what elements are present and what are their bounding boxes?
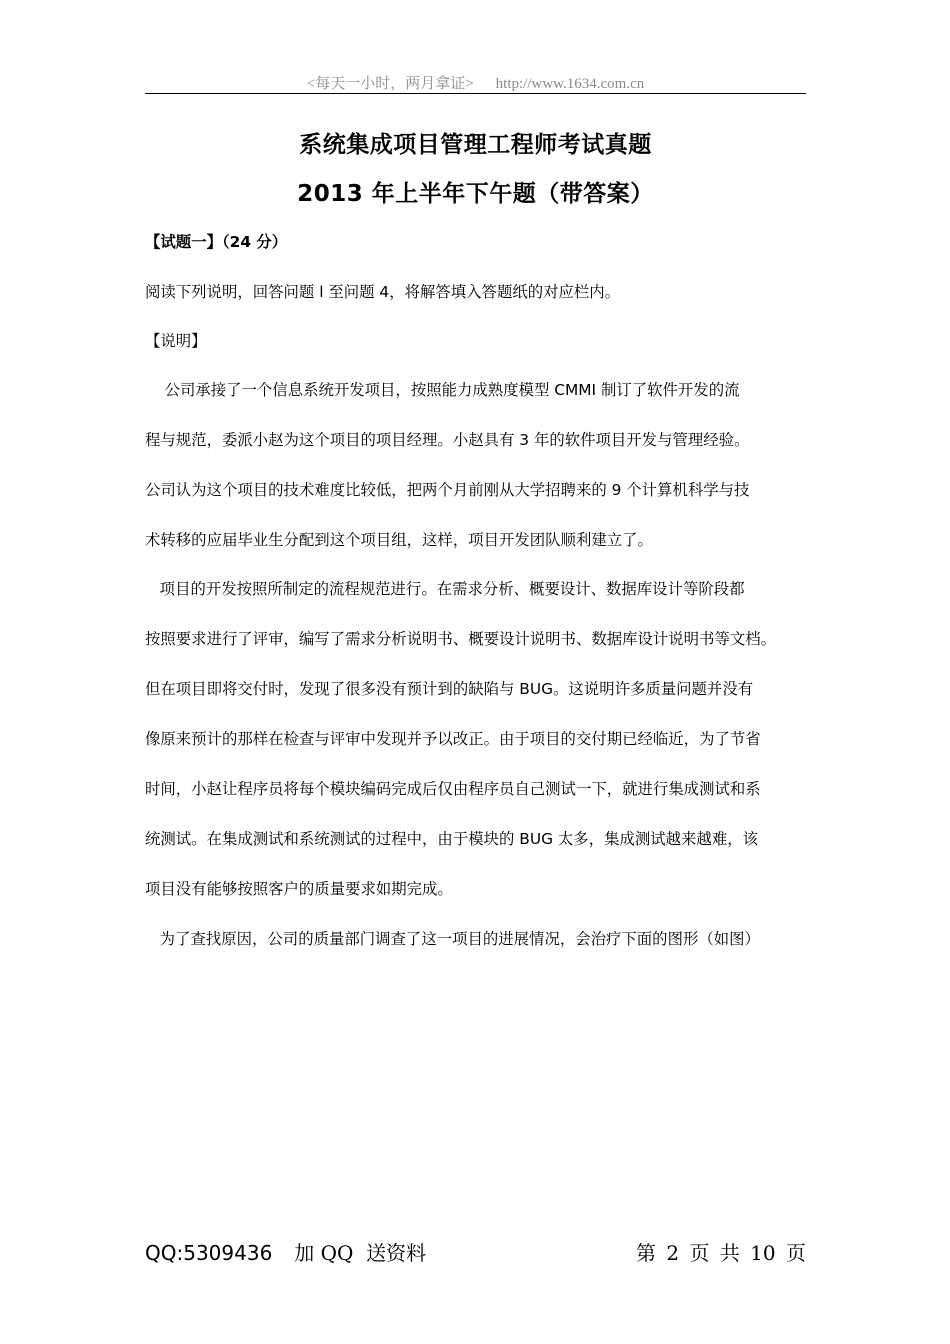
paragraph-line: 术转移的应届毕业生分配到这个项目组，这样，项目开发团队顺利建立了。 — [145, 531, 653, 549]
paragraph-line: 像原来预计的那样在检查与评审中发现并予以改正。由于项目的交付期已经临近，为了节省 — [145, 730, 761, 748]
paragraph-line: 公司承接了一个信息系统开发项目，按照能力成熟度模型 CMMI 制订了软件开发的流 — [145, 381, 740, 399]
paragraph-line: 但在项目即将交付时，发现了很多没有预计到的缺陷与 BUG。这说明许多质量问题并没有 — [145, 680, 754, 698]
paragraph-line: 项目的开发按照所制定的流程规范进行。在需求分析、概要设计、数据库设计等阶段都 — [145, 580, 745, 598]
paragraph-line: 为了查找原因，公司的质量部门调查了这一项目的进展情况，会治疗下面的图形（如图） — [145, 930, 760, 948]
page-number: 第 2 页 共 10 页 — [636, 1241, 806, 1265]
page-header — [145, 72, 806, 93]
document-title: 系统集成项目管理工程师考试真题 — [299, 132, 652, 158]
footer-qq: QQ:5309436 — [145, 1241, 273, 1265]
header-url[interactable]: http://www.1634.com.cn — [495, 76, 645, 92]
paragraph-line: 程与规范，委派小赵为这个项目的项目经理。小赵具有 3 年的软件项目开发与管理经验。 — [145, 431, 750, 449]
paragraph-line: 公司认为这个项目的技术难度比较低，把两个月前刚从大学招聘来的 9 个计算机科学与技 — [145, 481, 750, 499]
note-label: 【说明】 — [145, 332, 207, 350]
document-subtitle: 2013 年上半年下午题（带答案） — [297, 181, 654, 207]
page-footer-left — [145, 1237, 426, 1266]
header-divider — [145, 93, 806, 94]
question-instruction: 阅读下列说明，回答问题 l 至问题 4，将解答填入答题纸的对应栏内。 — [145, 283, 621, 301]
question-heading: 【试题一】（24 分） — [145, 233, 288, 251]
paragraph-line: 项目没有能够按照客户的质量要求如期完成。 — [145, 880, 453, 898]
paragraph-line: 时间，小赵让程序员将每个模块编码完成后仅由程序员自己测试一下，就进行集成测试和系 — [145, 780, 761, 798]
header-slogan: <每天一小时，两月拿证> — [306, 76, 474, 92]
paragraph-line: 统测试。在集成测试和系统测试的过程中，由于模块的 BUG 太多，集成测试越来越难，该 — [145, 830, 758, 848]
paragraph-line: 按照要求进行了评审，编写了需求分析说明书、概要设计说明书、数据库设计说明书等文档。 — [145, 630, 777, 648]
footer-gift: 加 QQ 送资料 — [294, 1241, 427, 1265]
